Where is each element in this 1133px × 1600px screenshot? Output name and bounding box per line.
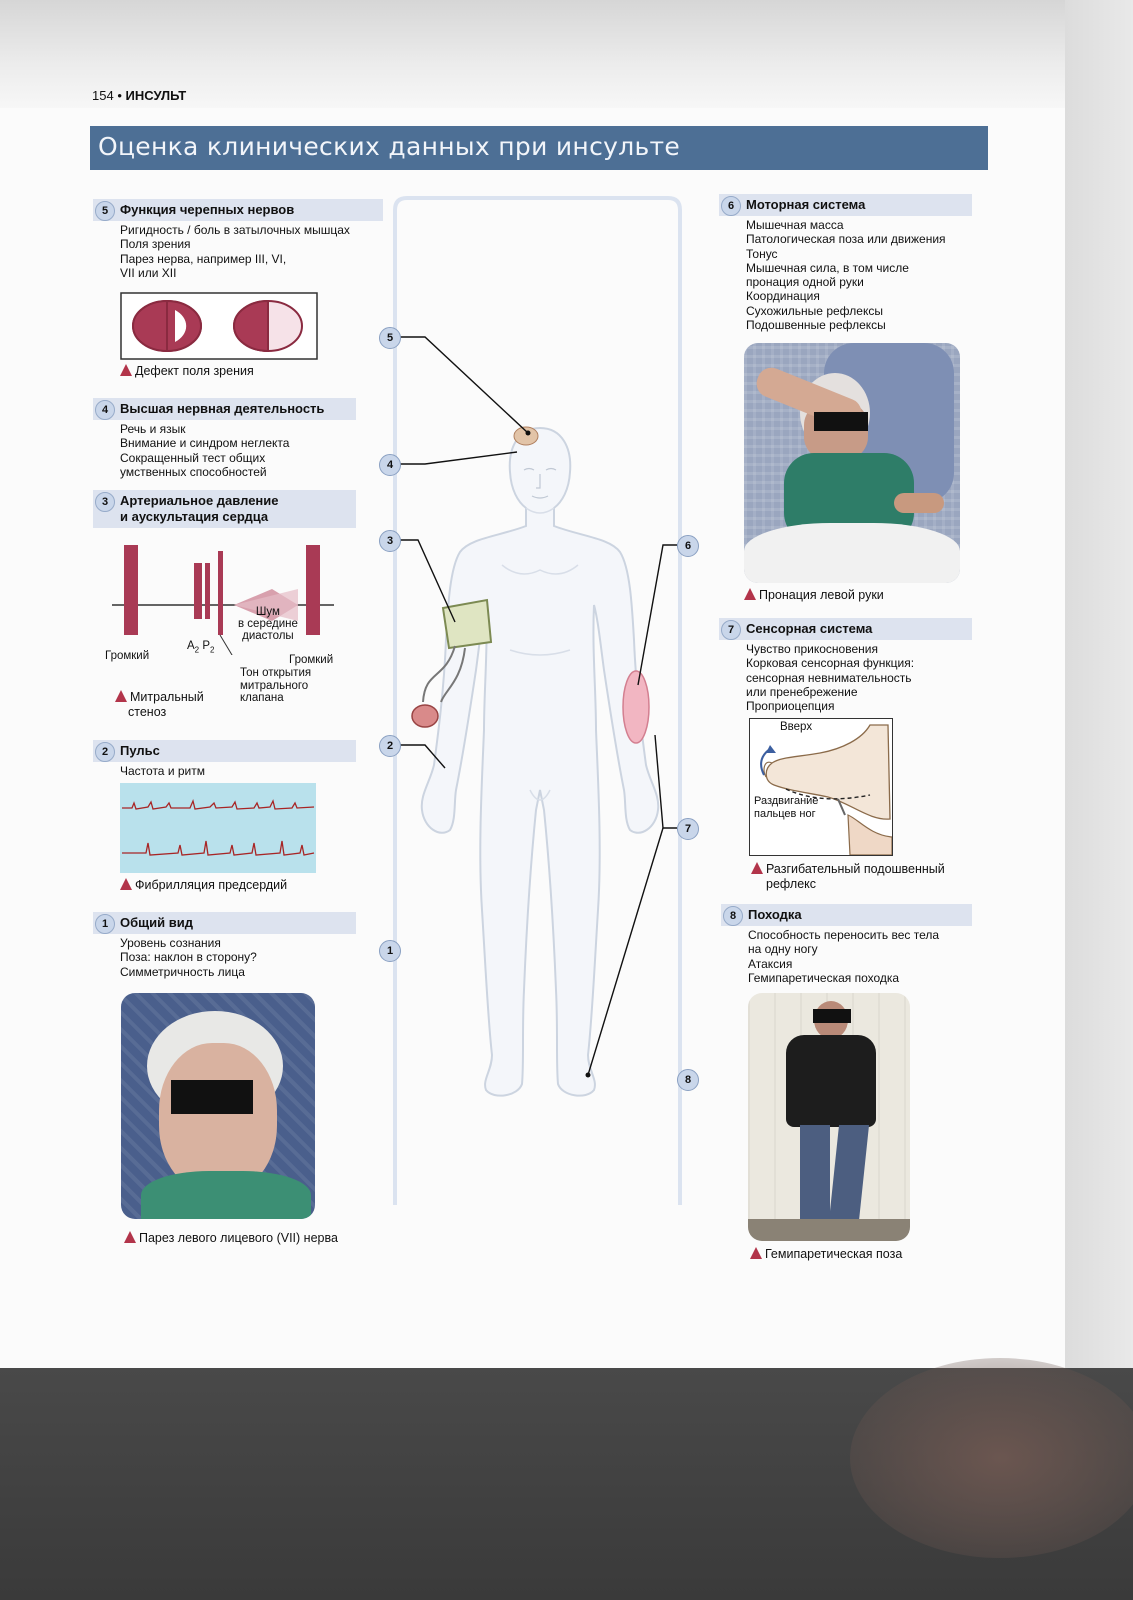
section-header bbox=[93, 912, 356, 934]
line: Гемипаретическая походка bbox=[748, 970, 900, 985]
section-pulse bbox=[93, 740, 356, 778]
callout-1: 1 bbox=[379, 940, 401, 962]
section-header bbox=[93, 398, 356, 420]
section-lines bbox=[120, 223, 383, 280]
caption-triangle-icon bbox=[751, 862, 763, 874]
privacy-bar bbox=[813, 1009, 851, 1023]
caption-triangle-icon bbox=[115, 690, 127, 702]
line: Координация bbox=[746, 289, 820, 304]
callout-4: 4 bbox=[379, 454, 401, 476]
line: Тонус bbox=[746, 246, 778, 261]
section-lines bbox=[120, 764, 356, 778]
line: Чувство прикосновения bbox=[746, 642, 878, 656]
line: Мышечная сила, в том числе bbox=[746, 260, 909, 275]
ecg-strip bbox=[120, 783, 316, 873]
section-title: Моторная система bbox=[746, 197, 866, 212]
section-gait bbox=[721, 904, 972, 985]
photo-facial-palsy bbox=[121, 993, 315, 1219]
section-title: Высшая нервная деятельность bbox=[120, 401, 325, 416]
caption-visual-field: Дефект поля зрения bbox=[120, 364, 254, 378]
label-toe-spread: Раздвигание пальцев ног bbox=[754, 795, 819, 820]
line: умственных способностей bbox=[120, 464, 267, 479]
caption-babinski: Разгибательный подошвенный рефлекс bbox=[751, 862, 945, 892]
line: Мышечная масса bbox=[746, 218, 844, 232]
opening-snap-label: Тон открытия митрального клапана bbox=[240, 667, 312, 704]
section-general-appearance bbox=[93, 912, 356, 979]
line: сенсорная невнимательность bbox=[746, 670, 912, 685]
section-header bbox=[93, 490, 356, 528]
section-header bbox=[721, 904, 972, 926]
page-number: 154 bbox=[92, 88, 114, 103]
line: Частота и ритм bbox=[120, 764, 205, 778]
header-section: ИНСУЛЬТ bbox=[125, 88, 187, 103]
line: Поза: наклон в сторону? bbox=[120, 950, 257, 965]
section-number: 1 bbox=[95, 914, 115, 934]
line: Сокращенный тест общих bbox=[120, 450, 266, 465]
caption-triangle-icon bbox=[750, 1247, 762, 1259]
line: Проприоцепция bbox=[746, 699, 835, 714]
line: Подошвенные рефлексы bbox=[746, 318, 886, 333]
section-motor-system bbox=[719, 194, 972, 332]
privacy-bar bbox=[814, 412, 868, 431]
section-title: Артериальное давление и аускультация сердца bbox=[120, 493, 279, 524]
line: Внимание и синдром неглекта bbox=[120, 436, 290, 451]
line: Уровень сознания bbox=[120, 936, 221, 950]
section-header bbox=[719, 618, 972, 640]
photo-hemiparetic-gait bbox=[748, 993, 910, 1241]
section-lines bbox=[746, 642, 972, 713]
caption-hemiparetic-posture: Гемипаретическая поза bbox=[750, 1247, 902, 1261]
section-header bbox=[719, 194, 972, 216]
section-number: 2 bbox=[95, 742, 115, 762]
section-title: Пульс bbox=[120, 743, 160, 758]
murmur-label: Шум в середине диастолы bbox=[238, 606, 298, 642]
section-lines bbox=[120, 936, 356, 979]
header-bullet: • bbox=[117, 88, 122, 103]
scan-background bbox=[0, 1368, 1133, 1600]
callout-7: 7 bbox=[677, 818, 699, 840]
visual-field-diagram bbox=[120, 292, 320, 362]
caption-pronation: Пронация левой руки bbox=[744, 588, 884, 602]
caption-facial-palsy: Парез левого лицевого (VII) нерва bbox=[124, 1231, 338, 1245]
line: Ригидность / боль в затылочных мышцах bbox=[120, 223, 350, 237]
section-lines bbox=[748, 928, 972, 985]
section-title: Сенсорная система bbox=[746, 621, 873, 636]
privacy-bar bbox=[171, 1080, 253, 1114]
section-number: 7 bbox=[721, 620, 741, 640]
section-header bbox=[93, 199, 383, 221]
callout-5: 5 bbox=[379, 327, 401, 349]
section-lines bbox=[746, 218, 972, 332]
section-higher-function bbox=[93, 398, 356, 479]
section-number: 3 bbox=[95, 492, 115, 512]
section-number: 8 bbox=[723, 906, 743, 926]
section-lines bbox=[120, 422, 356, 479]
loud-label-left: Громкий bbox=[105, 650, 150, 662]
line: Корковая сенсорная функция: bbox=[746, 656, 915, 671]
line: Сухожильные рефлексы bbox=[746, 303, 883, 318]
line: Речь и язык bbox=[120, 422, 186, 436]
line: Поля зрения bbox=[120, 237, 191, 252]
loud-label-right: Громкий bbox=[289, 654, 334, 666]
section-number: 4 bbox=[95, 400, 115, 420]
photo-arm-pronation bbox=[744, 343, 960, 583]
section-number: 5 bbox=[95, 201, 115, 221]
foot-drawing bbox=[750, 719, 892, 855]
caption-triangle-icon bbox=[120, 364, 132, 376]
section-header bbox=[93, 740, 356, 762]
a2-p2-label: $A_2$ $P_2$ bbox=[187, 640, 215, 655]
heart-sounds-diagram bbox=[112, 545, 342, 655]
line: на одну ногу bbox=[748, 942, 818, 957]
line: Способность переносить вес тела bbox=[748, 928, 940, 942]
label-up: Вверх bbox=[780, 721, 813, 733]
caption-triangle-icon bbox=[124, 1231, 136, 1243]
line: или пренебрежение bbox=[746, 684, 858, 699]
page-title: Оценка клинических данных при инсульте bbox=[98, 132, 681, 161]
caption-triangle-icon bbox=[744, 588, 756, 600]
section-title: Функция черепных нервов bbox=[120, 202, 295, 217]
callout-2: 2 bbox=[379, 735, 401, 757]
callout-6: 6 bbox=[677, 535, 699, 557]
section-title: Походка bbox=[748, 907, 802, 922]
caption-afib: Фибрилляция предсердий bbox=[120, 878, 287, 892]
line: Патологическая поза или движения bbox=[746, 232, 946, 247]
section-blood-pressure bbox=[93, 490, 356, 528]
babinski-diagram bbox=[749, 718, 893, 856]
callout-8: 8 bbox=[677, 1069, 699, 1091]
line: Симметричность лица bbox=[120, 964, 245, 979]
line: Парез нерва, например III, VI, bbox=[120, 251, 287, 266]
section-cranial-nerves bbox=[93, 199, 383, 280]
line: VII или XII bbox=[120, 265, 177, 280]
section-sensory-system bbox=[719, 618, 972, 713]
callout-3: 3 bbox=[379, 530, 401, 552]
line: пронация одной руки bbox=[746, 275, 864, 290]
caption-triangle-icon bbox=[120, 878, 132, 890]
section-title: Общий вид bbox=[120, 915, 193, 930]
section-number: 6 bbox=[721, 196, 741, 216]
line: Атаксия bbox=[748, 956, 793, 971]
caption-mitral-stenosis: Митральный стеноз bbox=[115, 690, 204, 720]
